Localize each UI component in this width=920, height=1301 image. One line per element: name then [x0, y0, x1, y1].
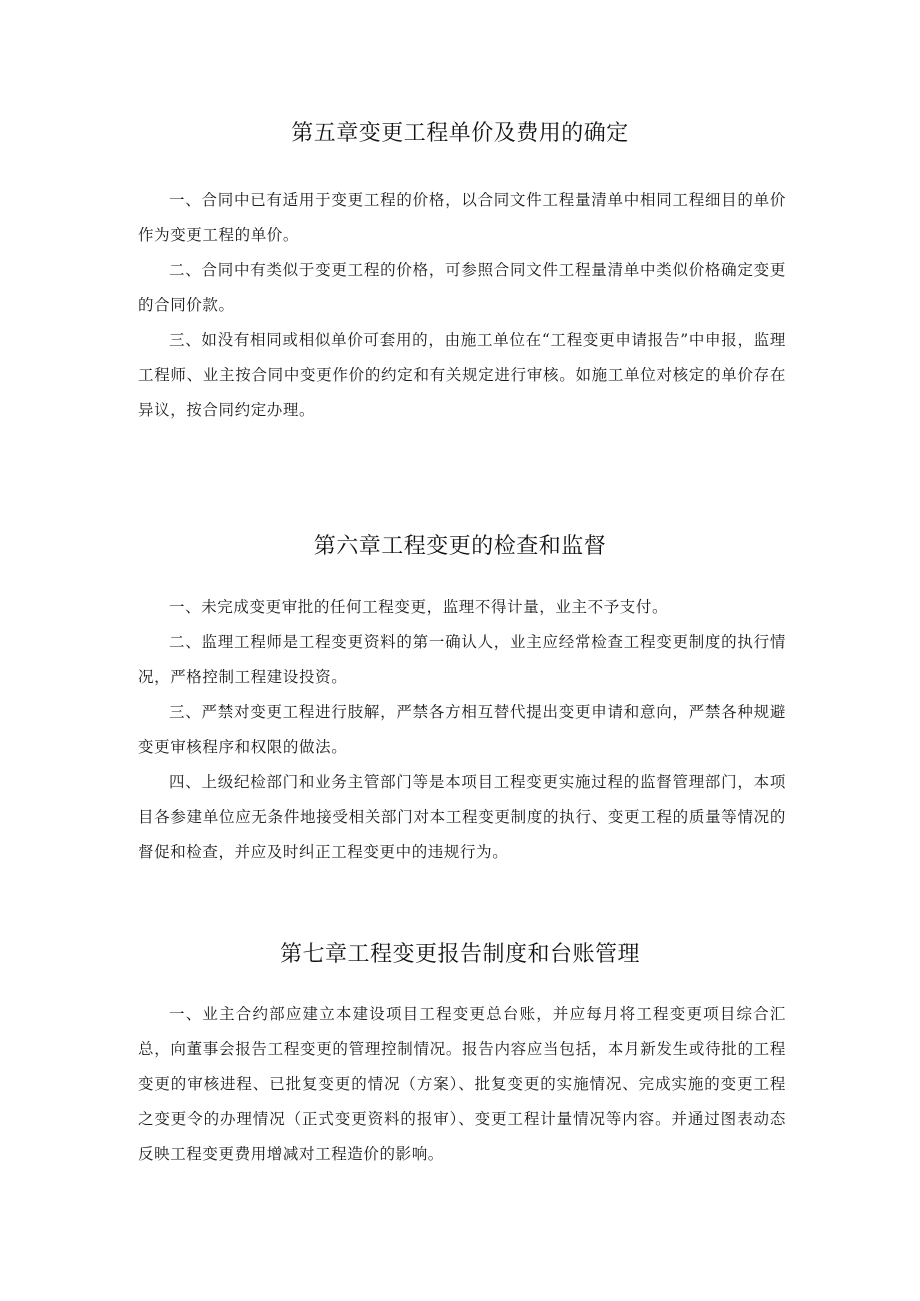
- chapter-6-paragraph-1: 一、未完成变更审批的任何工程变更，监理不得计量，业主不予支付。: [169, 598, 669, 616]
- chapter-6-body: [138, 590, 786, 870]
- chapter-7-title: 第七章工程变更报告制度和台账管理: [279, 942, 640, 967]
- chapter-5-paragraph-3: 三、如没有相同或相似单价可套用的，由施工单位在“工程变更申请报告”中申报，监理工程师、业主按合同中变更作价的约定和有关规定进行审核。如施工单位对核定的单价存在异议，按合同约定办理。: [138, 331, 786, 419]
- chapter-6-title: 第六章工程变更的检查和监督: [313, 534, 607, 559]
- chapter-6-paragraph-2: 二、监理工程师是工程变更资料的第一确认人，业主应经常检查工程变更制度的执行情况，严格控制工程建设投资。: [138, 633, 786, 686]
- chapter-7-paragraph-1: 一、业主合约部应建立本建设项目工程变更总台账，并应每月将工程变更项目综合汇总，向董事会报告工程变更的管理控制情况。报告内容应当包括，本月新发生或待批的工程变更的审核进程、已批复变更的情况（方案）、批复变更的实施情况、完成实施的变更工程之变更令的办理情况（正式变更资料的报审）、变更工程计量情况等内容。并通过图表动态反映工程变更费用增减对工程造价的影响。: [138, 1005, 786, 1163]
- chapter-5-title: 第五章变更工程单价及费用的确定: [291, 121, 629, 146]
- chapter-5-paragraph-1: 一、合同中已有适用于变更工程的价格，以合同文件工程量清单中相同工程细目的单价作为变更工程的单价。: [138, 191, 786, 244]
- chapter-7-body: [138, 997, 786, 1172]
- chapter-5-body: [138, 183, 786, 428]
- chapter-6-paragraph-3: 三、严禁对变更工程进行肢解，严禁各方相互替代提出变更申请和意向，严禁各种规避变更审核程序和权限的做法。: [138, 703, 786, 756]
- chapter-6-paragraph-4: 四、上级纪检部门和业务主管部门等是本项目工程变更实施过程的监督管理部门，本项目各参建单位应无条件地接受相关部门对本工程变更制度的执行、变更工程的质量等情况的督促和检查，并应及时纠正工程变更中的违规行为。: [138, 773, 786, 861]
- chapter-5-paragraph-2: 二、合同中有类似于变更工程的价格，可参照合同文件工程量清单中类似价格确定变更的合同价款。: [138, 261, 786, 314]
